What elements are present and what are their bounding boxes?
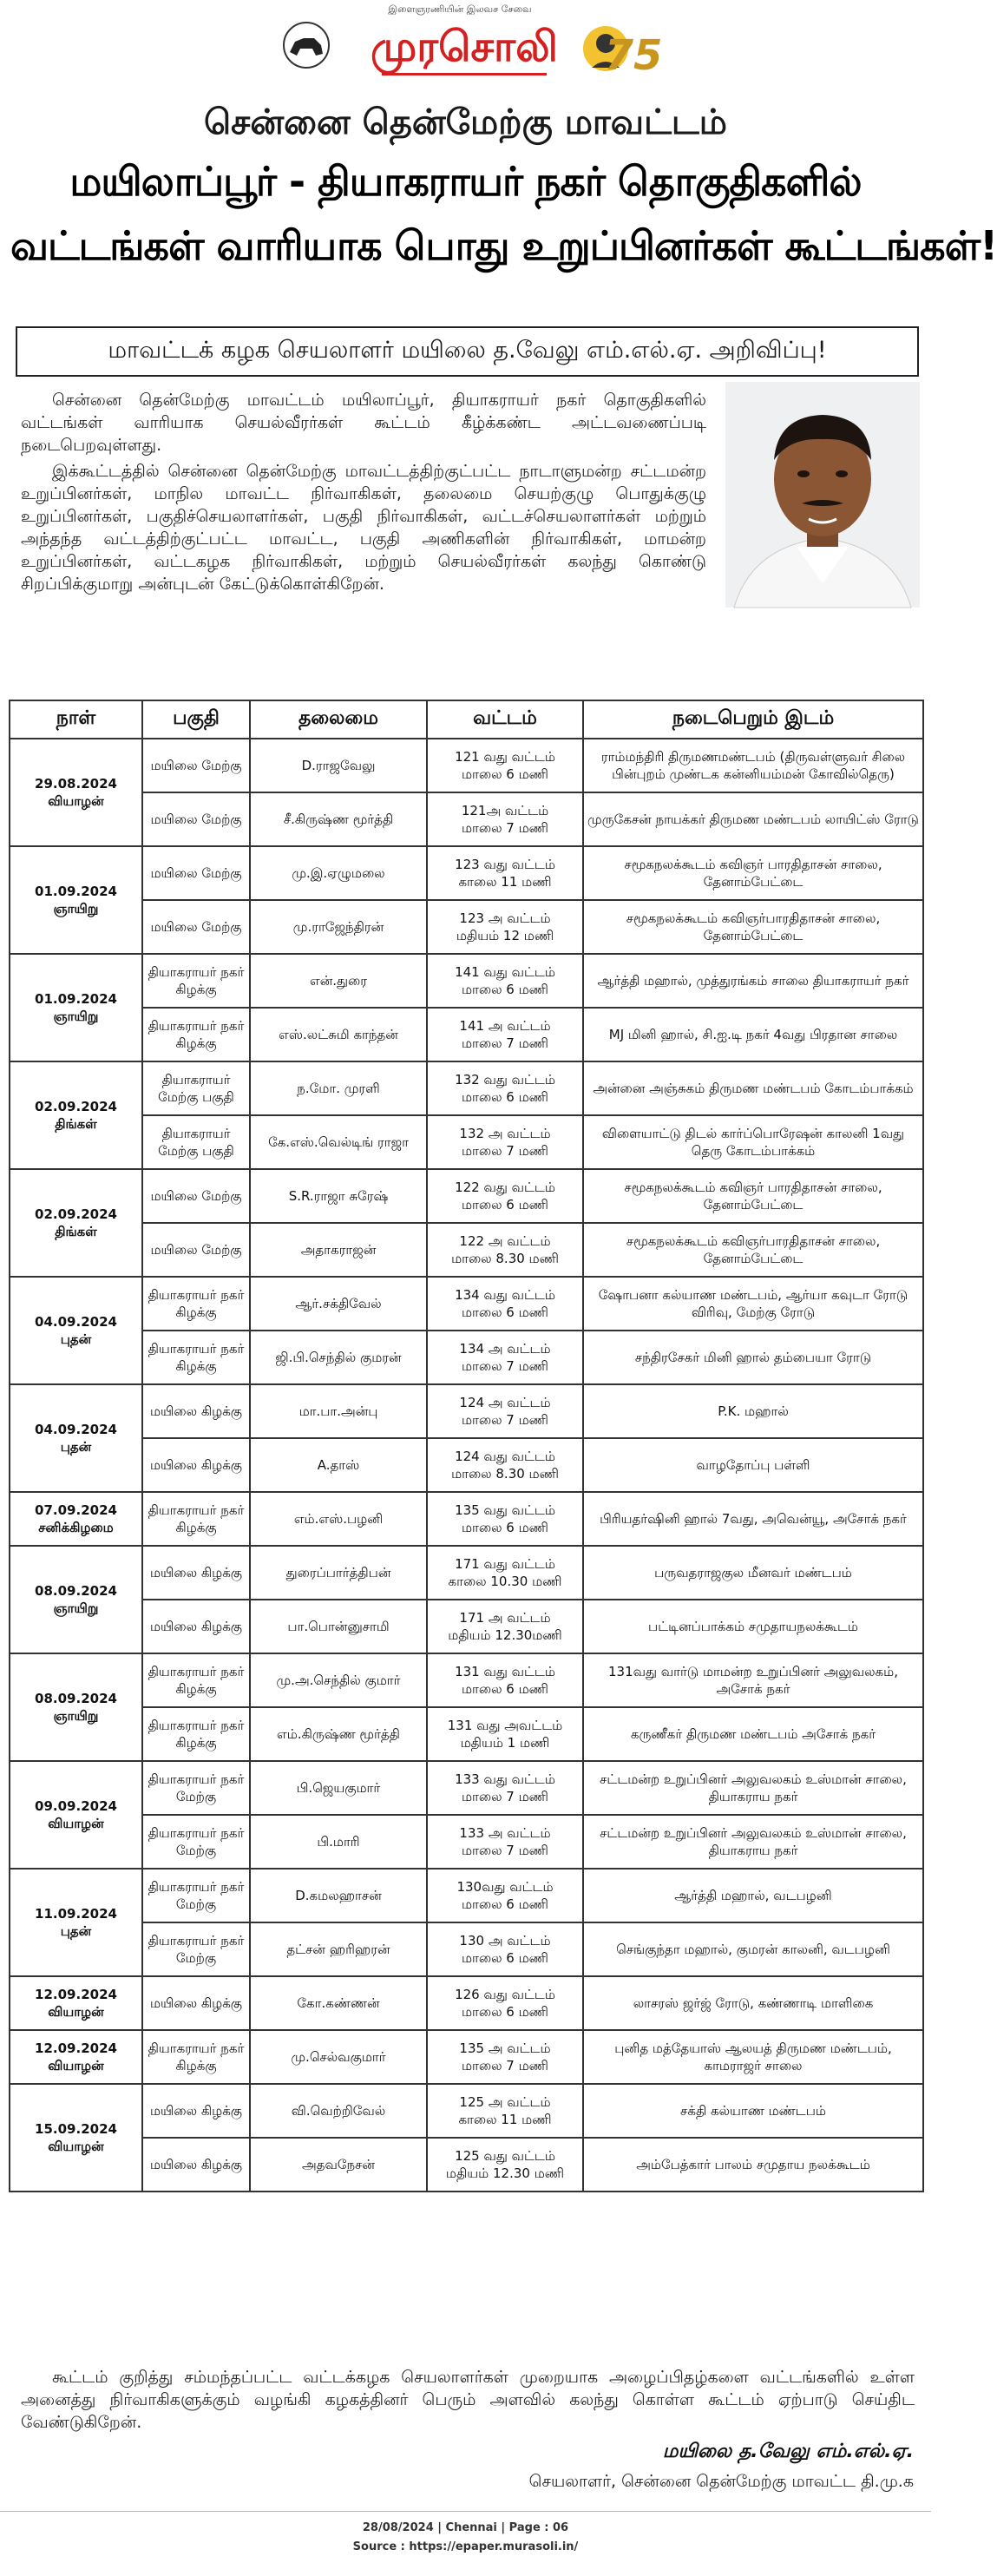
cell-area: மயிலை கிழக்கு	[142, 1438, 250, 1492]
headline-district: சென்னை தென்மேற்கு மாவட்டம்	[204, 102, 727, 142]
intro-paragraph-2: இக்கூட்டத்தில் சென்னை தென்மேற்கு மாவட்டத்திற்குட்பட்ட நாடாளுமன்ற சட்டமன்ற உறுப்பினர்கள், மாநில மாவட்ட நிர்வாகிகள், தலைமை செயற்குழு பொதுக்குழு உறுப்பினர்கள், பகுதிச்செயலாளர்கள், பகுதி நிர்வாகிகள், வட்டச்செயலாளர்கள் மற்றும் அந்தந்த வட்டத்திற்குட்பட்ட மாவட்ட, பகுதி அணிகளின் நிர்வாகிகள், மாமன்ற உறுப்பினர்கள், வட்டகழக நிர்வாகிகள், மற்றும் செயல்வீரர்கள் கலந்து கொண்டு சிறப்பிக்குமாறு அன்புடன் கேட்டுக்கொள்கிறேன்.	[21, 462, 706, 594]
cell-ward-time: மாலை 7 மணி	[461, 1843, 548, 1858]
cell-area: தியாகராயர் நகர் கிழக்கு	[142, 1331, 250, 1384]
table-row	[10, 1922, 923, 1976]
cell-leader: மு.ராஜேந்திரன்	[250, 900, 427, 954]
cell-venue: லாசரஸ் ஜர்ஜ் ரோடு, கண்ணாடி மாளிகை	[583, 1976, 923, 2030]
cell-date-value: 01.09.2024	[35, 884, 117, 899]
cell-ward-time: மாலை 7 மணி	[461, 1358, 548, 1374]
cell-ward	[427, 1976, 583, 2030]
cell-area: மயிலை மேற்கு	[142, 792, 250, 846]
cell-ward-time: மதியம் 12.30 மணி	[445, 2165, 565, 2181]
cell-date-day: ஞாயிறு	[53, 1600, 99, 1616]
cell-date	[10, 1492, 142, 1546]
table-row	[10, 1653, 923, 1707]
cell-ward-number: 132 அ வட்டம்	[459, 1126, 551, 1141]
cell-ward-number: 133 அ வட்டம்	[459, 1825, 551, 1841]
cell-area: தியாகராயர் நகர் கிழக்கு	[142, 1277, 250, 1331]
cell-leader: எம்.எஸ்.பழனி	[250, 1492, 427, 1546]
headline-constituencies: மயிலாப்பூர் - தியாகராயர் நகர் தொகுதிகளில்	[69, 158, 862, 205]
cell-ward-time: மாலை 6 மணி	[461, 2004, 548, 2020]
cell-leader: கே.எஸ்.வெல்டிங் ராஜா	[250, 1115, 427, 1169]
cell-date-day: ஞாயிறு	[53, 1009, 99, 1024]
cell-ward-number: 125 வது வட்டம்	[455, 2148, 555, 2164]
cell-venue: P.K. மஹால்	[583, 1384, 923, 1438]
cell-venue: ஆர்த்தி மஹால், முத்துரங்கம் சாலை தியாகராயர் நகர்	[583, 954, 923, 1008]
schedule-body	[10, 739, 923, 2192]
cell-leader: பி.ஜெயகுமார்	[250, 1761, 427, 1815]
cell-ward-number: 141 அ வட்டம்	[459, 1018, 551, 1034]
cell-leader: பா.பொன்னுசாமி	[250, 1600, 427, 1653]
cell-ward	[427, 1492, 583, 1546]
paper-name: முரசொலி	[371, 23, 558, 71]
table-row	[10, 1438, 923, 1492]
cell-date	[10, 1653, 142, 1761]
cell-leader: மு.இ.ஏழுமலை	[250, 846, 427, 900]
cell-leader: எம்.கிருஷ்ண மூர்த்தி	[250, 1707, 427, 1761]
cell-ward	[427, 792, 583, 846]
cell-date	[10, 1869, 142, 1976]
cell-date-value: 02.09.2024	[35, 1206, 117, 1222]
cell-ward-time: மாலை 7 மணி	[461, 1412, 548, 1428]
cell-date-day: வியாழன்	[48, 1816, 104, 1831]
cell-ward	[427, 1922, 583, 1976]
cell-area: தியாகராயர் மேற்கு பகுதி	[142, 1115, 250, 1169]
cell-ward-time: மாலை 7 மணி	[461, 1035, 548, 1051]
column-header-leader: தலைமை	[250, 700, 427, 739]
table-row	[10, 954, 923, 1008]
cell-ward-time: மாலை 6 மணி	[461, 1896, 548, 1912]
cell-area: மயிலை கிழக்கு	[142, 1600, 250, 1653]
cell-date-day: புதன்	[60, 1331, 92, 1347]
cell-ward-number: 134 வது வட்டம்	[455, 1287, 555, 1303]
cell-ward	[427, 2084, 583, 2138]
cell-ward	[427, 846, 583, 900]
cell-ward	[427, 1331, 583, 1384]
cell-date	[10, 2030, 142, 2084]
cell-date	[10, 1976, 142, 2030]
cell-area: தியாகராயர் நகர் கிழக்கு	[142, 1653, 250, 1707]
intro-paragraph-1: சென்னை தென்மேற்கு மாவட்டம் மயிலாப்பூர், தியாகராயர் நகர் தொகுதிகளில் வட்டங்கள் வாரியாக செயல்வீரர்கள் கூட்டம் கீழ்க்கண்ட அட்டவணைப்படி நடைபெறவுள்ளது.	[21, 391, 706, 455]
cell-ward	[427, 1223, 583, 1277]
paper-logo	[347, 12, 616, 85]
cell-date-day: புதன்	[60, 1439, 92, 1455]
table-row	[10, 1869, 923, 1922]
table-row	[10, 1008, 923, 1061]
cell-leader: என்.துரை	[250, 954, 427, 1008]
cell-ward-time: மாலை 6 மணி	[461, 766, 548, 782]
masthead-tagline: இளைஞரணியின் இலவச சேவை	[388, 3, 532, 15]
cell-date-value: 07.09.2024	[35, 1502, 117, 1518]
cell-area: தியாகராயர் நகர் கிழக்கு	[142, 954, 250, 1008]
cell-leader: மு.அ.செந்தில் குமார்	[250, 1653, 427, 1707]
cell-leader: அதவநேசன்	[250, 2138, 427, 2192]
cell-date	[10, 1546, 142, 1653]
table-row	[10, 739, 923, 792]
table-row	[10, 1492, 923, 1546]
cell-ward	[427, 1815, 583, 1869]
cell-ward	[427, 954, 583, 1008]
cell-date-value: 04.09.2024	[35, 1314, 117, 1330]
cell-ward-number: 123 அ வட்டம்	[459, 910, 551, 926]
cell-date	[10, 846, 142, 954]
cell-venue: MJ மினி ஹால், சி.ஐ.டி நகர் 4வது பிரதான சாலை	[583, 1008, 923, 1061]
cell-venue: ஷோபனா கல்யாண மண்டபம், ஆர்யா கவுடா ரோடு விரிவு, மேற்கு ரோடு	[583, 1277, 923, 1331]
cell-ward	[427, 1277, 583, 1331]
cell-ward-number: 122 அ வட்டம்	[459, 1233, 551, 1249]
table-row	[10, 1976, 923, 2030]
cell-venue: சந்திரசேகர் மினி ஹால் தம்பையா ரோடு	[583, 1331, 923, 1384]
table-row	[10, 1169, 923, 1223]
cell-ward-number: 130 அ வட்டம்	[459, 1933, 551, 1948]
cell-date	[10, 2084, 142, 2192]
cell-ward	[427, 2138, 583, 2192]
cell-ward	[427, 1869, 583, 1922]
cell-area: தியாகராயர் நகர் மேற்கு	[142, 1869, 250, 1922]
cell-area: தியாகராயர் நகர் கிழக்கு	[142, 1707, 250, 1761]
cell-ward-number: 121அ வட்டம்	[461, 803, 549, 818]
column-header-ward: வட்டம்	[427, 700, 583, 739]
cell-venue: சக்தி கல்யாண மண்டபம்	[583, 2084, 923, 2138]
cell-ward-number: 135 அ வட்டம்	[459, 2040, 551, 2056]
cell-leader: ஜி.பி.செந்தில் குமரன்	[250, 1331, 427, 1384]
cell-venue: சமூகநலக்கூடம் கவிஞர் பாரதிதாசன் சாலை, தேனாம்பேட்டை	[583, 1169, 923, 1223]
cell-ward-time: மாலை 6 மணி	[461, 1520, 548, 1535]
cell-ward-time: மதியம் 12.30மணி	[448, 1627, 562, 1643]
cell-leader: எஸ்.லட்சுமி காந்தன்	[250, 1008, 427, 1061]
cell-ward	[427, 2030, 583, 2084]
table-header-row	[10, 700, 923, 739]
cell-leader: அதாகராஜன்	[250, 1223, 427, 1277]
cell-date-value: 09.09.2024	[35, 1798, 117, 1814]
cell-venue: கருணீகர் திருமண மண்டபம் அசோக் நகர்	[583, 1707, 923, 1761]
cell-ward-number: 134 அ வட்டம்	[459, 1341, 551, 1357]
cell-date-day: திங்கள்	[55, 1116, 97, 1132]
cell-venue: ஆர்த்தி மஹால், வடபழனி	[583, 1869, 923, 1922]
headline-meetings: வட்டங்கள் வாரியாக பொது உறுப்பினர்கள் கூட்டங்கள்!	[10, 222, 997, 269]
cell-ward-number: 121 வது வட்டம்	[455, 749, 555, 765]
cell-ward-number: 126 வது வட்டம்	[455, 1987, 555, 2002]
intro-text	[21, 389, 706, 599]
cell-ward-time: மாலை 7 மணி	[461, 820, 548, 836]
cell-venue: அம்பேத்கார் பாலம் சமுதாய நலக்கூடம்	[583, 2138, 923, 2192]
table-row	[10, 1600, 923, 1653]
cell-area: மயிலை மேற்கு	[142, 739, 250, 792]
cell-venue: ராம்மந்திரி திருமணமண்டபம் (திருவள்ளுவர் சிலை பின்புறம் முண்டக கன்னியம்மன் கோவில்தெரு)	[583, 739, 923, 792]
leader-photo	[725, 382, 920, 608]
cell-date-value: 11.09.2024	[35, 1906, 117, 1922]
cell-ward-number: 124 அ வட்டம்	[459, 1395, 551, 1410]
cell-ward-time: மாலை 6 மணி	[461, 1304, 548, 1320]
cell-area: தியாகராயர் நகர் மேற்கு	[142, 1815, 250, 1869]
cell-area: தியாகராயர் நகர் கிழக்கு	[142, 1492, 250, 1546]
cell-venue: வாழதோப்பு பள்ளி	[583, 1438, 923, 1492]
cell-ward-number: 131 வது வட்டம்	[455, 1664, 555, 1679]
footer-divider	[0, 2511, 931, 2512]
cell-ward-time: மாலை 6 மணி	[461, 1089, 548, 1105]
cell-date-day: திங்கள்	[55, 1224, 97, 1239]
page-source: Source : https://epaper.murasoli.in/	[352, 2540, 579, 2553]
cell-area: மயிலை கிழக்கு	[142, 1976, 250, 2030]
cell-date-value: 15.09.2024	[35, 2121, 117, 2137]
cell-area: மயிலை மேற்கு	[142, 900, 250, 954]
table-row	[10, 846, 923, 900]
cell-ward	[427, 1761, 583, 1815]
table-row	[10, 1115, 923, 1169]
cell-date-day: வியாழன்	[48, 793, 104, 809]
cell-ward-time: மதியம் 12 மணி	[456, 928, 554, 943]
cell-ward	[427, 1707, 583, 1761]
cell-area: மயிலை கிழக்கு	[142, 2138, 250, 2192]
cell-ward-number: 130வது வட்டம்	[456, 1879, 554, 1895]
column-header-venue: நடைபெறும் இடம்	[583, 700, 923, 739]
cell-area: தியாகராயர் மேற்கு பகுதி	[142, 1061, 250, 1115]
cell-ward-number: 122 வது வட்டம்	[455, 1180, 555, 1195]
cell-leader: துரைப்பார்த்திபன்	[250, 1546, 427, 1600]
cell-date-value: 29.08.2024	[35, 776, 117, 792]
cell-ward-number: 141 வது வட்டம்	[455, 964, 555, 980]
party-emblem-icon	[278, 19, 335, 71]
cell-area: தியாகராயர் நகர் கிழக்கு	[142, 2030, 250, 2084]
cell-ward-time: மாலை 6 மணி	[461, 1197, 548, 1212]
table-row	[10, 1707, 923, 1761]
cell-ward-number: 131 வது அவட்டம்	[447, 1718, 563, 1733]
cell-ward	[427, 739, 583, 792]
cell-ward-time: மாலை 7 மணி	[461, 2058, 548, 2073]
cell-date-value: 08.09.2024	[35, 1583, 117, 1599]
announcement-box	[16, 326, 919, 377]
column-header-date: நாள்	[10, 700, 142, 739]
cell-leader: மா.பா.அன்பு	[250, 1384, 427, 1438]
signature-role: செயலாளர், சென்னை தென்மேற்கு மாவட்ட தி.மு.க	[528, 2472, 914, 2491]
cell-ward-number: 123 வது வட்டம்	[455, 857, 555, 872]
cell-ward-time: மாலை 8.30 மணி	[451, 1466, 559, 1482]
cell-date-value: 08.09.2024	[35, 1691, 117, 1706]
cell-ward-time: மாலை 7 மணி	[461, 1789, 548, 1804]
cell-date	[10, 1384, 142, 1492]
cell-venue: முருகேசன் நாயக்கர் திருமண மண்டபம் லாயிட்ஸ் ரோடு	[583, 792, 923, 846]
cell-leader: S.R.ராஜா சுரேஷ்	[250, 1169, 427, 1223]
cell-date-day: வியாழன்	[48, 2139, 104, 2154]
cell-ward	[427, 1653, 583, 1707]
table-row	[10, 1277, 923, 1331]
cell-date-day: ஞாயிறு	[53, 901, 99, 917]
cell-date-value: 02.09.2024	[35, 1099, 117, 1114]
cell-leader: ஆர்.சக்திவேல்	[250, 1277, 427, 1331]
cell-leader: A.தாஸ்	[250, 1438, 427, 1492]
cell-venue: அன்னை அஞ்சுகம் திருமண மண்டபம் கோடம்பாக்கம்	[583, 1061, 923, 1115]
cell-date	[10, 1761, 142, 1869]
cell-date-value: 01.09.2024	[35, 991, 117, 1007]
cell-ward-number: 125 அ வட்டம்	[459, 2094, 551, 2110]
cell-area: தியாகராயர் நகர் மேற்கு	[142, 1922, 250, 1976]
cell-ward	[427, 1008, 583, 1061]
cell-venue: சமூகநலக்கூடம் கவிஞர்பாரதிதாசன் சாலை, தேனாம்பேட்டை	[583, 1223, 923, 1277]
cell-ward-time: காலை 11 மணி	[458, 874, 552, 890]
cell-leader: D.கமலஹாசன்	[250, 1869, 427, 1922]
cell-ward	[427, 1061, 583, 1115]
table-row	[10, 2138, 923, 2192]
cell-date-day: வியாழன்	[48, 2004, 104, 2020]
cell-venue: சமூகநலக்கூடம் கவிஞர்பாரதிதாசன் சாலை, தேனாம்பேட்டை	[583, 900, 923, 954]
table-row	[10, 900, 923, 954]
announcement-text: மாவட்டக் கழக செயலாளர் மயிலை த.வேலு எம்.எல்.ஏ. அறிவிப்பு!	[108, 336, 827, 364]
cell-ward	[427, 1546, 583, 1600]
cell-ward	[427, 1169, 583, 1223]
cell-leader: மு.செல்வகுமார்	[250, 2030, 427, 2084]
cell-venue: சட்டமன்ற உறுப்பினர் அலுவலகம் உஸ்மான் சாலை, தியாகராய நகர்	[583, 1761, 923, 1815]
cell-leader: கோ.கண்ணன்	[250, 1976, 427, 2030]
column-header-area: பகுதி	[142, 700, 250, 739]
cell-venue: சமூகநலக்கூடம் கவிஞர் பாரதிதாசன் சாலை, தேனாம்பேட்டை	[583, 846, 923, 900]
cell-ward-time: காலை 10.30 மணி	[448, 1574, 562, 1589]
table-row	[10, 792, 923, 846]
masthead	[0, 0, 931, 95]
table-row	[10, 2084, 923, 2138]
cell-date	[10, 739, 142, 846]
anniversary-number: 75	[604, 31, 663, 80]
cell-venue: 131வது வார்டு மாமன்ற உறுப்பினர் அலுவலகம், அசோக் நகர்	[583, 1653, 923, 1707]
cell-venue: செங்குந்தா மஹால், குமரன் காலனி, வடபழனி	[583, 1922, 923, 1976]
cell-date	[10, 1169, 142, 1277]
page-info: 28/08/2024 | Chennai | Page : 06	[362, 2521, 569, 2534]
cell-area: மயிலை மேற்கு	[142, 1169, 250, 1223]
table-row	[10, 1061, 923, 1115]
cell-area: தியாகராயர் நகர் கிழக்கு	[142, 1008, 250, 1061]
cell-leader: சீ.கிருஷ்ண மூர்த்தி	[250, 792, 427, 846]
cell-date-value: 04.09.2024	[35, 1422, 117, 1437]
cell-ward-time: மாலை 6 மணி	[461, 1681, 548, 1697]
table-row	[10, 2030, 923, 2084]
cell-date	[10, 1061, 142, 1169]
cell-ward-number: 171 அ வட்டம்	[459, 1610, 551, 1626]
cell-date	[10, 954, 142, 1061]
cell-area: தியாகராயர் நகர் மேற்கு	[142, 1761, 250, 1815]
cell-area: மயிலை மேற்கு	[142, 1223, 250, 1277]
cell-leader: தட்சன் ஹரிஹரன்	[250, 1922, 427, 1976]
signature-name: மயிலை த.வேலு எம்.எல்.ஏ.	[662, 2441, 914, 2462]
cell-date	[10, 1277, 142, 1384]
cell-leader: பி.மாரி	[250, 1815, 427, 1869]
cell-ward-number: 171 வது வட்டம்	[455, 1556, 555, 1572]
table-row	[10, 1331, 923, 1384]
cell-ward-number: 135 வது வட்டம்	[455, 1502, 555, 1518]
table-row	[10, 1815, 923, 1869]
cell-leader: வி.வெற்றிவேல்	[250, 2084, 427, 2138]
cell-venue: விளையாட்டு திடல் கார்ப்பொரேஷன் காலனி 1வது தெரு கோடம்பாக்கம்	[583, 1115, 923, 1169]
table-row	[10, 1546, 923, 1600]
cell-ward-time: மாலை 8.30 மணி	[451, 1251, 559, 1266]
cell-ward	[427, 1438, 583, 1492]
cell-ward-number: 133 வது வட்டம்	[455, 1771, 555, 1787]
cell-leader: ந.மோ. முரளி	[250, 1061, 427, 1115]
cell-area: மயிலை கிழக்கு	[142, 1384, 250, 1438]
table-row	[10, 1384, 923, 1438]
cell-ward-number: 124 வது வட்டம்	[455, 1449, 555, 1464]
table-row	[10, 1761, 923, 1815]
footer-paragraph: கூட்டம் குறித்து சம்மந்தப்பட்ட வட்டக்கழக செயலாளர்கள் முறையாக அழைப்பிதழ்களை வட்டங்களில் உள்ள அனைத்து நிர்வாகிகளுக்கும் வழங்கி கழகத்தினர் பெரும் அளவில் கலந்து கொள்ள கூட்டம் ஏற்பாடு செய்திட வேண்டுகிறேன்.	[21, 2368, 915, 2432]
cell-area: மயிலை கிழக்கு	[142, 1546, 250, 1600]
cell-venue: பருவதராஜகுல மீனவர் மண்டபம்	[583, 1546, 923, 1600]
cell-venue: பட்டினப்பாக்கம் சமுதாயநலக்கூடம்	[583, 1600, 923, 1653]
cell-venue: பிரியதர்ஷினி ஹால் 7வது, அவென்யூ, அசோக் நகர்	[583, 1492, 923, 1546]
cell-leader: D.ராஜவேலு	[250, 739, 427, 792]
schedule-table	[9, 700, 924, 2192]
cell-ward-time: மதியம் 1 மணி	[460, 1735, 550, 1751]
cell-date-day: வியாழன்	[48, 2058, 104, 2073]
cell-venue: சட்டமன்ற உறுப்பினர் அலுவலகம் உஸ்மான் சாலை, தியாகராய நகர்	[583, 1815, 923, 1869]
table-row	[10, 1223, 923, 1277]
cell-ward-time: காலை 11 மணி	[458, 2112, 552, 2127]
anniversary-badge	[580, 14, 663, 87]
cell-date-day: ஞாயிறு	[53, 1708, 99, 1724]
cell-ward	[427, 1384, 583, 1438]
cell-ward-time: மாலை 6 மணி	[461, 982, 548, 997]
cell-ward	[427, 1600, 583, 1653]
cell-area: மயிலை மேற்கு	[142, 846, 250, 900]
cell-date-value: 12.09.2024	[35, 1987, 117, 2002]
cell-ward-number: 132 வது வட்டம்	[455, 1072, 555, 1088]
cell-ward-time: மாலை 6 மணி	[461, 1950, 548, 1966]
cell-area: மயிலை கிழக்கு	[142, 2084, 250, 2138]
cell-venue: புனித மத்தேயாஸ் ஆலயத் திருமண மண்டபம், காமராஜர் சாலை	[583, 2030, 923, 2084]
cell-date-day: புதன்	[60, 1923, 92, 1939]
cell-date-value: 12.09.2024	[35, 2040, 117, 2056]
cell-ward-time: மாலை 7 மணி	[461, 1143, 548, 1159]
cell-ward	[427, 900, 583, 954]
cell-ward	[427, 1115, 583, 1169]
cell-date-day: சனிக்கிழமை	[38, 1520, 114, 1535]
